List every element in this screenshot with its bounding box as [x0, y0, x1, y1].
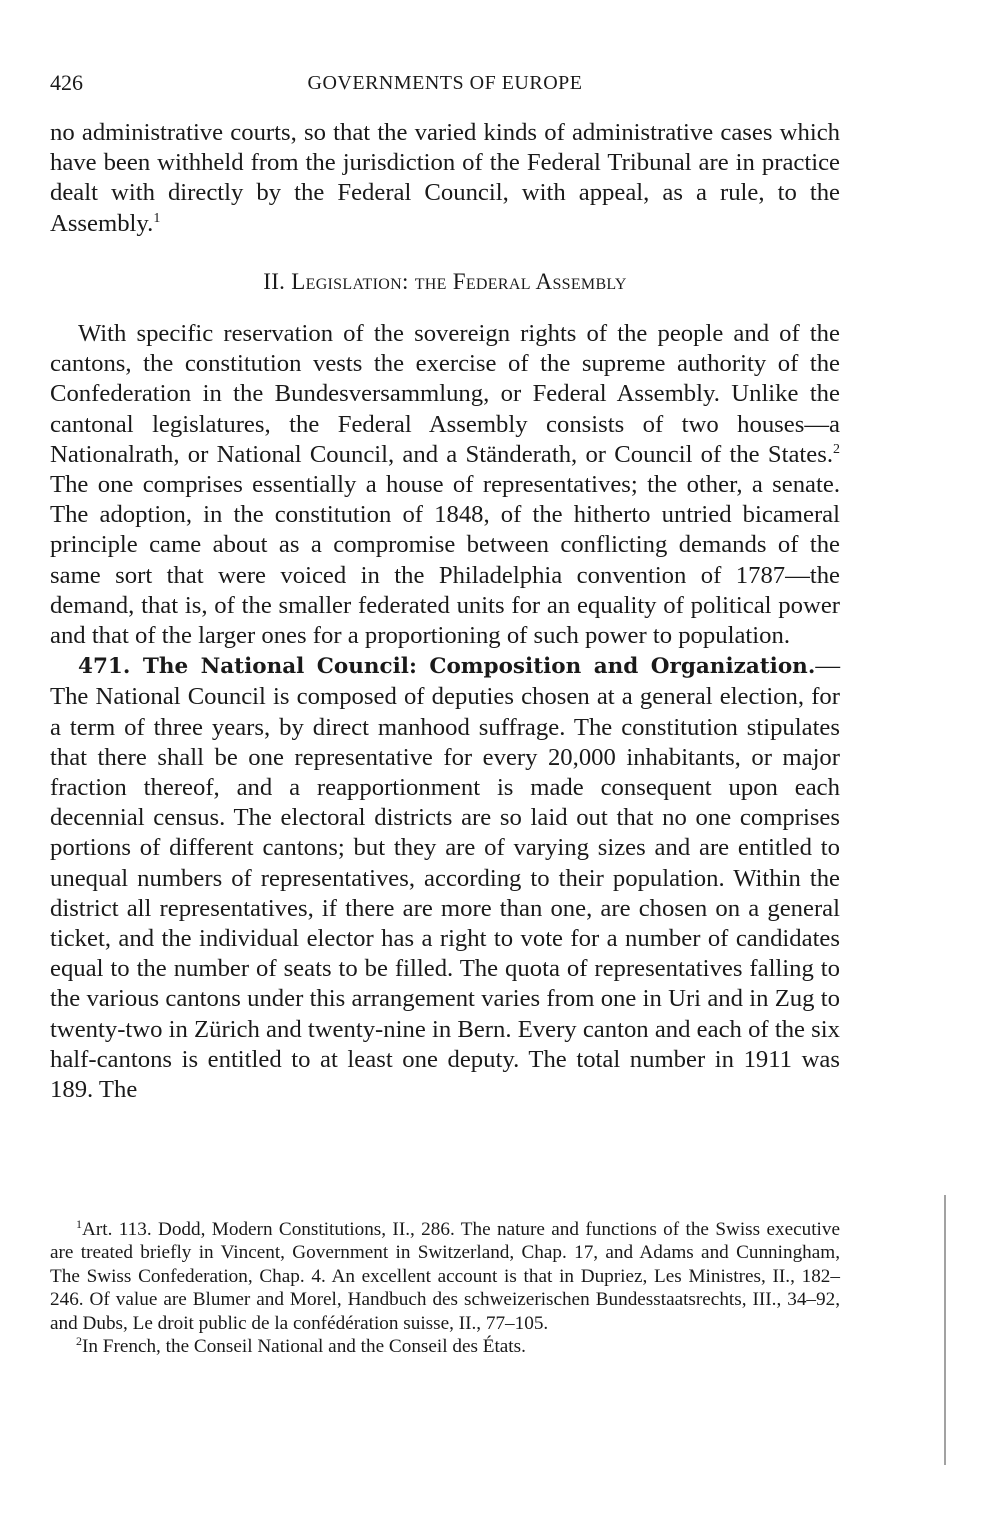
- margin-rule: [944, 1195, 946, 1465]
- paragraph-legislation: [50, 319, 840, 651]
- page-number: 426: [50, 70, 83, 95]
- section-numeral: II.: [263, 268, 286, 294]
- footnote-ref-2: 2: [833, 441, 840, 457]
- paragraph-471: [50, 651, 840, 1105]
- section-title-part1: Legislation:: [291, 268, 409, 294]
- footnote-1-text: Art. 113. Dodd, Modern Constitutions, II., 286. The nature and functions of the Swiss executive are treated briefly in Vincent, Government in Switzerland, Chap. 17, and Adams and Cunningham, The Swiss Confederation, Chap. 4. An excellent account is that in Dupriez, Les Ministres, II., 182–246. Of value are Blumer and Morel, Handbuch des schweizerischen Bundesstaatsrechts, III., 34–92, and Dubs, Le droit public de la confédération suisse, II., 77–105.: [50, 1219, 840, 1334]
- footnotes: [50, 1218, 840, 1358]
- footnote-ref-1: 1: [153, 210, 161, 226]
- section-heading: [50, 267, 840, 297]
- intro-paragraph: [50, 118, 840, 239]
- main-text: [50, 118, 840, 1105]
- footnote-1: [50, 1218, 840, 1335]
- running-head: GOVERNMENTS OF EUROPE: [307, 72, 583, 94]
- footnote-2-text: In French, the Conseil National and the Conseil des États.: [82, 1336, 526, 1358]
- section-title-part2: the Federal Assembly: [414, 268, 627, 294]
- intro-paragraph-text: no administrative courts, so that the varied kinds of administrative cases which have been withheld from the jurisdiction of the Federal Tribunal are in practice dealt with directly by the Federal Council, with appeal, as a rule, to the Assembly.: [50, 119, 840, 237]
- paragraph-legislation-part1: With specific reservation of the sovereign rights of the people and of the cantons, the constitution vests the exercise of the supreme authority of the Confederation in the Bundesversammlung, or Federal Assembly. Unlike the cantonal legislatures, the Federal Assembly consists of two houses—a Nationalrath, or National Council, and a Ständerath, or Council of the States.: [50, 320, 840, 468]
- paragraph-471-title: 471. The National Council: Composition and Organization.: [78, 654, 816, 680]
- paragraph-471-text: —The National Council is composed of deputies chosen at a general election, for a term of three years, by direct manhood suffrage. The constitution stipulates that there shall be one representative for every 20,000 inhabitants, or major fraction thereof, and a reapportionment is made consequent upon each decennial census. The electoral districts are so laid out that no one comprises portions of different cantons; but they are of varying sizes and are entitled to unequal numbers of representatives, according to their population. Within the district all representatives, if there are more than one, are chosen on a general ticket, and the individual elector has a right to vote for a number of candidates equal to the number of seats to be filled. The quota of representatives falling to the various cantons under this arrangement varies from one in Uri and in Zug to twenty-two in Zürich and twenty-nine in Bern. Every canton and each of the six half-cantons is entitled to at least one deputy. The total number in 1911 was 189. The: [50, 652, 840, 1104]
- footnote-2: [50, 1335, 840, 1358]
- footnote-marker-2: 2: [76, 1334, 82, 1349]
- page-header: [50, 66, 840, 100]
- footnote-marker-1: 1: [76, 1217, 82, 1231]
- paragraph-legislation-part2: The one comprises essentially a house of representatives; the other, a senate. The adoption, in the constitution of 1848, of the hitherto untried bicameral principle came about as a compromise between conflicting demands of the same sort that were voiced in the Philadelphia convention of 1787—the demand, that is, of the smaller federated units for an equality of political power and that of the larger ones for a proportioning of such power to population.: [50, 471, 840, 650]
